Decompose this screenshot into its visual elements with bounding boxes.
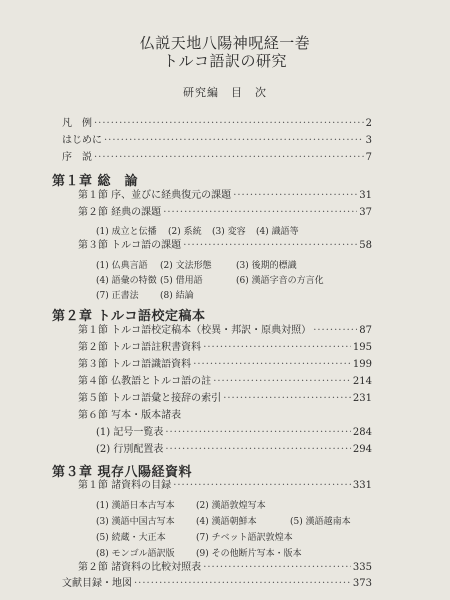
toc-entry-bibliography [62, 578, 372, 590]
toc-entry-ch2-s3 [78, 359, 372, 371]
toc-entry-josetsu [62, 152, 372, 164]
entry-label: 第２節 諸資料の比較対照表 [78, 562, 202, 573]
entry-page: 231 [352, 393, 372, 404]
toc-entry-ch1-s3 [78, 240, 372, 252]
entry-page: 199 [352, 359, 372, 370]
sub-item: (5) 漢語越南本 [290, 517, 351, 527]
entry-label: 文献目録・地図 [62, 578, 132, 589]
entry-label: 第３節 トルコ語識語資料 [78, 359, 192, 370]
sub-item: (5) 借用語 [160, 276, 203, 286]
entry-page: 373 [352, 578, 372, 589]
entry-label: 第１節 トルコ語校定稿本（校異・邦訳・原典対照） [78, 325, 312, 336]
toc-entry-ch3-s1 [78, 480, 372, 492]
sub-item: (4) 識語等 [256, 227, 299, 237]
entry-label: (1) 記号一覧表 [96, 427, 164, 438]
entry-page: 335 [352, 562, 372, 573]
toc-entry-ch2-s6-1 [96, 427, 372, 439]
section-heading: 研究編 目 次 [183, 86, 267, 99]
entry-label: 第１節 序、並びに経典復元の課題 [78, 190, 232, 201]
toc-entry-hanrei [62, 118, 372, 130]
book-title-line2: トルコ語訳の研究 [162, 52, 287, 70]
leader-dots [203, 342, 351, 354]
entry-label: 第４節 仏教語とトルコ語の註 [78, 376, 212, 387]
entry-page: 2 [365, 118, 372, 129]
entry-page: 37 [359, 207, 372, 218]
entry-page: 331 [352, 480, 372, 491]
sub-item: (2) 漢語敦煌写本 [196, 501, 266, 511]
toc-entry-ch2-s6-2 [96, 444, 372, 456]
leader-dots [213, 376, 351, 388]
entry-label: 第２節 経典の課題 [78, 207, 162, 218]
leader-dots [134, 578, 351, 590]
entry-page: 31 [359, 190, 372, 201]
entry-label: (2) 行別配置表 [96, 444, 164, 455]
entry-page: 195 [352, 342, 372, 353]
sub-item: (7) 正書法 [96, 291, 139, 301]
toc-entry-ch2-s6 [78, 410, 372, 422]
toc-entry-ch3-s2 [78, 562, 372, 574]
entry-label: 第５節 トルコ語彙と接辞の索引 [78, 393, 222, 404]
toc-entry-ch2-s5 [78, 393, 372, 405]
entry-label: はじめに [62, 135, 102, 146]
leader-dots [165, 444, 351, 456]
leader-dots [193, 359, 351, 371]
entry-label: 序 説 [62, 152, 92, 163]
entry-label: 凡 例 [62, 118, 92, 129]
sub-item: (8) 結論 [160, 291, 194, 301]
leader-dots [173, 480, 351, 492]
toc-entry-ch2-s4 [78, 376, 372, 388]
leader-dots [94, 152, 364, 164]
sub-item: (1) 漢語日本古写本 [96, 501, 175, 511]
sub-item: (7) チベット語訳敦煌本 [196, 533, 293, 543]
entry-page: 284 [352, 427, 372, 438]
leader-dots [104, 135, 364, 147]
leader-dots [203, 562, 351, 574]
entry-page: 3 [365, 135, 372, 146]
sub-item: (2) 文法形態 [160, 261, 212, 271]
entry-page: 7 [365, 152, 372, 163]
sub-item: (9) その他断片写本・版本 [196, 549, 302, 559]
toc-entry-ch1-s1 [78, 190, 372, 202]
leader-dots [163, 207, 357, 219]
chapter-3-title: 第３章 現存八陽経資料 [52, 465, 193, 480]
entry-page: 58 [359, 240, 372, 251]
sub-item: (4) 漢語朝鮮本 [196, 517, 257, 527]
sub-item: (3) 漢語中国古写本 [96, 517, 175, 527]
sub-item: (1) 成立と伝播 [96, 227, 157, 237]
leader-dots [165, 427, 351, 439]
entry-label: 第６節 写本・版本諸表 [78, 410, 182, 421]
entry-page: 294 [352, 444, 372, 455]
sub-item: (2) 系統 [168, 227, 202, 237]
leader-dots [183, 240, 357, 252]
toc-entry-ch2-s2 [78, 342, 372, 354]
entry-label: 第２節 トルコ語註釈書資料 [78, 342, 202, 353]
sub-item: (1) 仏典言語 [96, 261, 148, 271]
book-title-line1: 仏説天地八陽神呪経一巻 [139, 34, 311, 52]
leader-dots [223, 393, 351, 405]
toc-entry-hajimeni [62, 135, 372, 147]
chapter-1-title: 第１章 総 論 [52, 174, 139, 189]
toc-entry-ch1-s2 [78, 207, 372, 219]
entry-label: 第３節 トルコ語の課題 [78, 240, 182, 251]
leader-dots [233, 190, 357, 202]
leader-dots [94, 118, 364, 130]
entry-page: 214 [352, 376, 372, 387]
sub-item: (6) 漢語字音の方言化 [236, 276, 324, 286]
chapter-2-title: 第２章 トルコ語校定稿本 [52, 309, 206, 324]
leader-dots [313, 325, 357, 337]
sub-item: (4) 語彙の特徴 [96, 276, 157, 286]
toc-entry-ch2-s1 [78, 325, 372, 337]
entry-page: 87 [359, 325, 372, 336]
entry-label: 第１節 諸資料の目録 [78, 480, 172, 491]
sub-item: (5) 続蔵・大正本 [96, 533, 166, 543]
sub-item: (8) モンゴル語訳版 [96, 549, 175, 559]
sub-item: (3) 変容 [212, 227, 246, 237]
sub-item: (3) 後期的標識 [236, 261, 297, 271]
